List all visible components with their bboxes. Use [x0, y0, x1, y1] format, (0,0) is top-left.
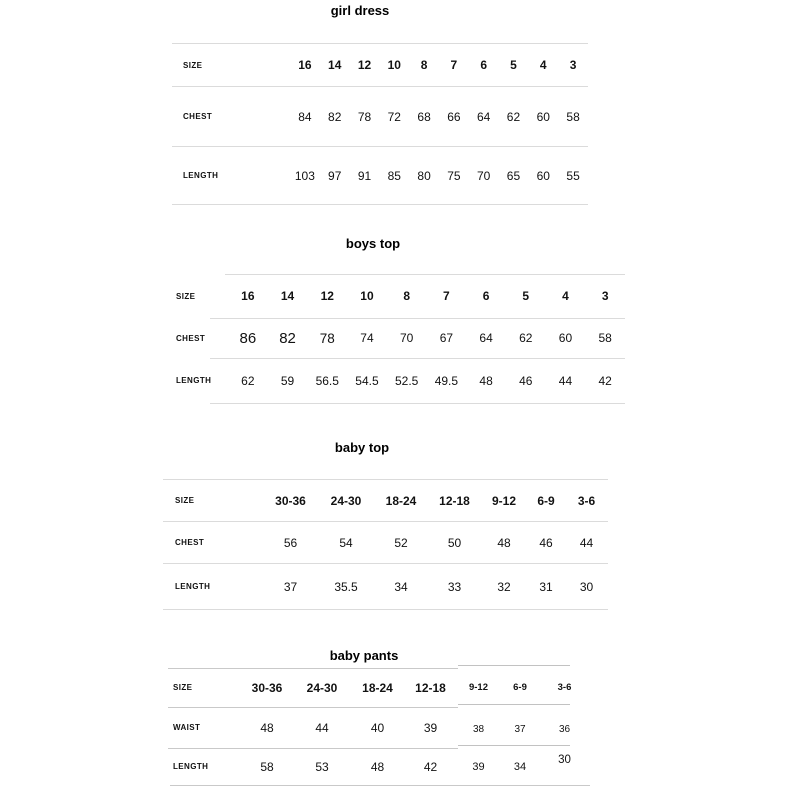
waist-value: 48 [260, 720, 274, 735]
length-value: 44 [558, 373, 573, 388]
size-value: 14 [328, 58, 342, 72]
divider-line [458, 704, 570, 705]
size-row-label: SIZE [175, 496, 195, 505]
baby-pants-title: baby pants [329, 648, 399, 663]
length-value: 103 [294, 168, 315, 183]
size-value: 24-30 [306, 680, 338, 695]
chest-value: 67 [439, 331, 454, 345]
chest-row-label: CHEST [183, 112, 213, 121]
size-value: 24-30 [330, 493, 362, 508]
size-value: 12 [320, 289, 334, 303]
chest-value: 86 [239, 329, 257, 347]
divider-line [210, 403, 625, 404]
length-value: 54.5 [355, 373, 379, 388]
boys-top-table [170, 274, 625, 403]
length-value: 37 [283, 579, 298, 594]
divider-line [458, 745, 570, 746]
chest-value: 60 [558, 331, 573, 345]
size-value: 3 [569, 58, 577, 72]
baby-pants-size-row [168, 668, 590, 707]
size-value: 5 [522, 289, 530, 303]
chest-value: 68 [417, 109, 431, 124]
length-row-label: LENGTH [176, 376, 212, 385]
chest-value: 56 [283, 535, 298, 550]
size-value: 16 [298, 58, 312, 72]
divider-line [168, 707, 458, 708]
chest-value: 74 [360, 331, 374, 345]
girl-dress-table [172, 43, 588, 205]
chest-value: 78 [319, 330, 335, 346]
divider-line [210, 358, 625, 359]
size-value: 8 [420, 58, 428, 72]
size-value: 4 [562, 289, 569, 303]
divider-line [225, 274, 625, 275]
size-value: 6-9 [537, 493, 555, 508]
waist-value: 39 [423, 720, 438, 735]
length-value: 46 [519, 373, 533, 388]
size-value: 6 [482, 289, 490, 303]
boys-top-chest-row [170, 318, 625, 358]
divider-line [458, 665, 570, 666]
length-value: 52.5 [394, 373, 419, 388]
size-row-label: SIZE [183, 60, 203, 70]
waist-value: 40 [370, 720, 385, 735]
length-row-label: LENGTH [173, 762, 209, 771]
chest-value: 62 [519, 331, 533, 345]
girl-dress-length-row [172, 147, 588, 205]
chest-value: 64 [479, 331, 493, 345]
size-value: 30-36 [251, 680, 283, 695]
chest-value: 82 [328, 109, 342, 124]
length-value: 65 [506, 168, 521, 183]
size-value: 7 [450, 58, 458, 72]
length-value: 32 [497, 579, 511, 594]
length-value: 33 [447, 579, 462, 594]
length-value: 59 [280, 373, 295, 388]
length-value: 60 [536, 168, 550, 183]
chest-row-label: CHEST [176, 333, 206, 343]
size-row-label: SIZE [173, 683, 193, 692]
size-value: 16 [241, 289, 255, 303]
chest-value: 48 [497, 535, 511, 550]
size-value: 12-18 [439, 493, 470, 508]
chest-value: 60 [536, 109, 550, 124]
length-value: 85 [387, 168, 401, 183]
chest-value: 66 [447, 109, 461, 124]
length-value: 53 [315, 759, 329, 774]
length-value: 35.5 [334, 579, 358, 594]
baby-top-size-row [163, 480, 608, 522]
length-value: 42 [423, 759, 438, 774]
chest-value: 82 [279, 329, 296, 347]
size-value: 5 [510, 58, 517, 72]
length-value: 91 [357, 168, 372, 183]
waist-value: 37 [514, 724, 526, 735]
chest-value: 58 [566, 109, 580, 124]
length-value: 42 [598, 373, 612, 388]
waist-value: 44 [315, 720, 329, 735]
waist-value: 36 [558, 724, 571, 735]
size-value: 18-24 [385, 493, 417, 508]
size-value: 12 [357, 58, 372, 72]
length-value: 31 [539, 579, 553, 594]
length-value: 97 [328, 168, 342, 183]
baby-pants-table [168, 668, 590, 785]
chest-value: 70 [399, 331, 414, 345]
size-value: 3-6 [577, 493, 596, 508]
girl-dress-title: girl dress [330, 3, 390, 18]
size-value: 7 [443, 289, 450, 303]
length-value: 34 [513, 760, 527, 773]
baby-top-length-row [163, 564, 608, 610]
chest-row-label: CHEST [175, 538, 205, 547]
size-value: 9-12 [491, 493, 517, 508]
length-row-label: LENGTH [175, 582, 211, 591]
chest-value: 50 [447, 535, 462, 550]
length-value: 56.5 [315, 373, 339, 388]
boys-top-length-row [170, 358, 625, 403]
length-row-label: LENGTH [183, 171, 219, 180]
girl-dress-chest-row [172, 87, 588, 147]
waist-row-label: WAIST [173, 723, 201, 732]
size-value: 3 [601, 289, 609, 303]
size-value: 10 [360, 289, 374, 303]
length-value: 75 [447, 168, 461, 183]
chest-value: 46 [539, 535, 553, 550]
size-value: 8 [403, 289, 410, 303]
size-value: 14 [280, 289, 295, 303]
chest-value: 44 [579, 535, 594, 550]
size-value: 4 [539, 58, 547, 72]
length-value: 80 [417, 168, 431, 183]
length-value: 30 [579, 579, 594, 594]
divider-line [210, 318, 625, 319]
baby-top-chest-row [163, 522, 608, 564]
size-value: 6 [480, 58, 488, 72]
length-value: 70 [477, 168, 491, 183]
size-value: 6-9 [513, 682, 527, 693]
divider-line [168, 748, 458, 749]
chest-value: 84 [298, 109, 312, 124]
size-value: 3-6 [557, 682, 572, 693]
size-row-label: SIZE [176, 291, 196, 301]
length-value: 49.5 [434, 373, 459, 388]
chest-value: 78 [357, 109, 372, 124]
length-value: 39 [472, 760, 485, 773]
chest-value: 64 [477, 109, 491, 124]
divider-line [170, 785, 590, 786]
length-value: 34 [394, 579, 408, 594]
baby-top-table [163, 479, 608, 610]
waist-value: 38 [472, 724, 485, 735]
chest-value: 54 [339, 535, 353, 550]
baby-pants-waist-row [168, 707, 590, 748]
chest-value: 62 [506, 109, 521, 124]
chest-value: 58 [598, 331, 612, 345]
size-value: 10 [387, 58, 401, 72]
length-value: 58 [260, 759, 274, 774]
baby-pants-length-row [168, 748, 590, 785]
size-value: 9-12 [468, 682, 488, 693]
boys-top-title: boys top [345, 236, 401, 251]
length-value: 48 [370, 759, 385, 774]
boys-top-size-row [170, 274, 625, 318]
baby-top-title: baby top [334, 440, 390, 455]
length-value: 30 [558, 753, 571, 766]
size-value: 18-24 [362, 680, 393, 695]
length-value: 62 [241, 373, 255, 388]
size-value: 12-18 [415, 680, 446, 695]
length-value: 55 [566, 168, 580, 183]
divider-line [168, 668, 458, 669]
chest-value: 72 [387, 109, 401, 124]
chest-value: 52 [394, 535, 408, 550]
size-value: 30-36 [275, 493, 306, 508]
girl-dress-size-row [172, 44, 588, 87]
length-value: 48 [479, 373, 493, 388]
